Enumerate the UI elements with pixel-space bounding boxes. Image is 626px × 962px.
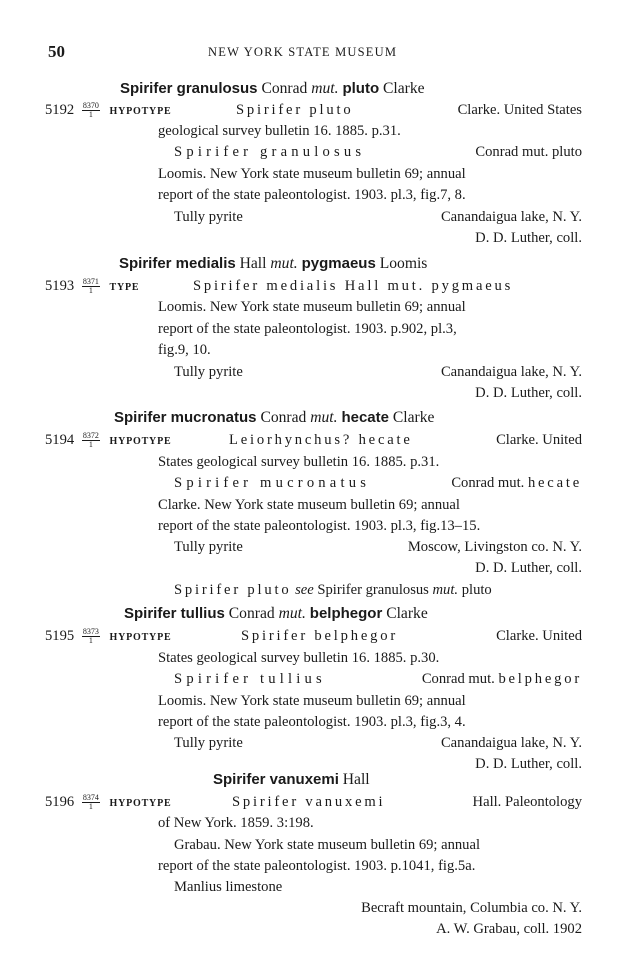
heading-variety: pluto	[342, 80, 380, 97]
citation-line: report of the state paleontologist. 1903. pl.3, fig.3, 4.	[158, 714, 466, 730]
citation-line: Loomis. New York state museum bulletin 69; annual	[158, 299, 466, 315]
citation-line	[174, 670, 582, 688]
citation-line	[174, 474, 582, 492]
heading-variety-author: Clarke	[383, 80, 425, 97]
specimen-denominator: 1	[88, 802, 93, 812]
running-header	[48, 42, 586, 64]
citation-line: States geological survey bulletin 16. 1885. p.31.	[158, 454, 440, 470]
xref-mut: mut.	[432, 582, 459, 598]
locality: Canandaigua lake, N. Y.	[440, 364, 582, 380]
formation: Tully pyrite	[174, 209, 243, 225]
citation-line: Grabau. New York state museum bulletin 69; annual	[174, 837, 481, 853]
citation-line: of New York. 1859. 3:198.	[158, 815, 314, 831]
taxon-name: Spirifer vanuxemi	[232, 794, 386, 810]
heading-variety-author: Clarke	[392, 409, 435, 426]
citation-text: Clarke. United	[496, 628, 582, 644]
specimen-denominator: 1	[88, 110, 93, 120]
entry-heading	[114, 409, 434, 427]
taxon-name: Leiorhynchus? hecate	[229, 432, 413, 448]
citation-line	[229, 431, 582, 449]
specimen-number: 8374	[82, 793, 99, 803]
entry-heading	[213, 771, 370, 789]
heading-variety: pygmaeus	[301, 255, 376, 272]
running-title: NEW YORK STATE MUSEUM	[208, 45, 398, 59]
catalog-number: 5193	[45, 278, 75, 294]
specimen-number: 8370	[82, 101, 99, 111]
specimen-denominator: 1	[88, 636, 93, 646]
citation-line: report of the state paleontologist. 1903. p.1041, fig.5a.	[158, 858, 476, 874]
heading-author: Conrad	[260, 409, 307, 426]
citation-line: Clarke. New York state museum bulletin 69; annual	[158, 497, 460, 513]
entry-heading	[120, 80, 425, 98]
collector: D. D. Luther, coll.	[475, 756, 582, 772]
xref-variety: pluto	[461, 582, 492, 598]
specimen-denominator: 1	[88, 440, 93, 450]
specimen-fraction	[82, 794, 100, 811]
specimen-number: 8371	[82, 277, 99, 287]
taxon-name: Spirifer belphegor	[241, 628, 398, 644]
specimen-fraction	[82, 628, 100, 645]
citation-line	[241, 627, 582, 645]
locality: Canandaigua lake, N. Y.	[440, 209, 582, 225]
specimen-fraction	[82, 102, 100, 119]
xref-target: Spirifer granulosus	[317, 582, 429, 598]
citation-line: geological survey bulletin 16. 1885. p.31.	[158, 123, 401, 139]
collector: D. D. Luther, coll.	[475, 230, 582, 246]
heading-mut: mut.	[278, 605, 306, 622]
heading-mut: mut.	[311, 80, 339, 97]
citation-text: Clarke. United States	[457, 102, 582, 118]
catalog-number: 5195	[45, 628, 75, 644]
locality: Moscow, Livingston co. N. Y.	[407, 539, 582, 555]
type-label: HYPOTYPE	[109, 632, 172, 643]
taxon-name: Spirifer mucronatus	[174, 475, 371, 491]
heading-mut: mut.	[270, 255, 298, 272]
catalog-line	[45, 793, 171, 813]
formation: Manlius limestone	[174, 879, 283, 895]
taxon-name: Spirifer tullius	[174, 671, 326, 687]
specimen-denominator: 1	[88, 286, 93, 296]
heading-species: Spirifer medialis	[119, 255, 236, 272]
xref-see: see	[295, 582, 314, 598]
citation-line	[232, 793, 582, 811]
specimen-fraction	[82, 432, 100, 449]
citation-line: States geological survey bulletin 16. 1885. p.30.	[158, 650, 440, 666]
heading-variety-author: Clarke	[386, 605, 428, 622]
cross-reference	[174, 581, 492, 599]
variety-name: hecate	[527, 475, 582, 491]
taxon-name: Spirifer pluto	[236, 102, 354, 118]
catalog-number: 5194	[45, 432, 75, 448]
citation-line: Loomis. New York state museum bulletin 69; annual	[158, 166, 466, 182]
heading-mut: mut.	[310, 409, 338, 426]
catalog-line	[45, 627, 171, 647]
entry-heading	[119, 255, 427, 273]
catalog-line	[45, 431, 171, 451]
taxon-name: Spirifer medialis Hall mut. pygmaeus	[193, 278, 514, 294]
citation-line: report of the state paleontologist. 1903. pl.3, fig.13–15.	[158, 518, 481, 534]
page-number: 50	[48, 42, 65, 61]
collector: D. D. Luther, coll.	[475, 385, 582, 401]
formation: Tully pyrite	[174, 735, 243, 751]
formation: Tully pyrite	[174, 539, 243, 555]
locality: Canandaigua lake, N. Y.	[440, 735, 582, 751]
specimen-number: 8372	[82, 431, 99, 441]
type-label: HYPOTYPE	[109, 798, 172, 809]
formation: Tully pyrite	[174, 364, 243, 380]
citation-line: report of the state paleontologist. 1903. p.902, pl.3,	[158, 321, 457, 337]
locality: Becraft mountain, Columbia co. N. Y.	[361, 900, 582, 916]
variety-name: belphegor	[498, 671, 582, 687]
citation-text: Conrad mut.	[451, 475, 525, 491]
catalog-line	[45, 101, 171, 121]
heading-variety: hecate	[341, 409, 389, 426]
type-label: TYPE	[109, 282, 140, 293]
collector: D. D. Luther, coll.	[475, 560, 582, 576]
citation-text: Clarke. United	[496, 432, 582, 448]
heading-author: Hall	[342, 771, 370, 788]
heading-species: Spirifer granulosus	[120, 80, 258, 97]
citation-text: Hall. Paleontology	[472, 794, 582, 810]
citation-line	[174, 143, 582, 161]
type-label: HYPOTYPE	[109, 106, 172, 117]
citation-line: Loomis. New York state museum bulletin 69; annual	[158, 693, 466, 709]
citation-line: fig.9, 10.	[158, 342, 211, 358]
heading-species: Spirifer vanuxemi	[213, 771, 339, 788]
type-label: HYPOTYPE	[109, 436, 172, 447]
heading-variety: belphegor	[309, 605, 383, 622]
heading-author: Conrad	[261, 80, 308, 97]
taxon-name: Spirifer granulosus	[174, 144, 366, 160]
xref-name: Spirifer pluto	[174, 582, 292, 598]
collector: A. W. Grabau, coll. 1902	[436, 921, 582, 937]
catalog-line	[45, 277, 139, 297]
catalog-number: 5192	[45, 102, 75, 118]
citation-text: Conrad mut.	[421, 671, 495, 687]
specimen-fraction	[82, 278, 100, 295]
citation-text: Conrad mut. pluto	[475, 144, 582, 160]
catalog-number: 5196	[45, 794, 75, 810]
heading-species: Spirifer tullius	[124, 605, 225, 622]
heading-species: Spirifer mucronatus	[114, 409, 257, 426]
heading-author: Conrad	[228, 605, 275, 622]
heading-author: Hall	[239, 255, 267, 272]
heading-variety-author: Loomis	[379, 255, 428, 272]
citation-line: report of the state paleontologist. 1903. pl.3, fig.7, 8.	[158, 187, 466, 203]
specimen-number: 8373	[82, 627, 99, 637]
citation-line	[236, 101, 582, 119]
entry-heading	[124, 605, 428, 623]
